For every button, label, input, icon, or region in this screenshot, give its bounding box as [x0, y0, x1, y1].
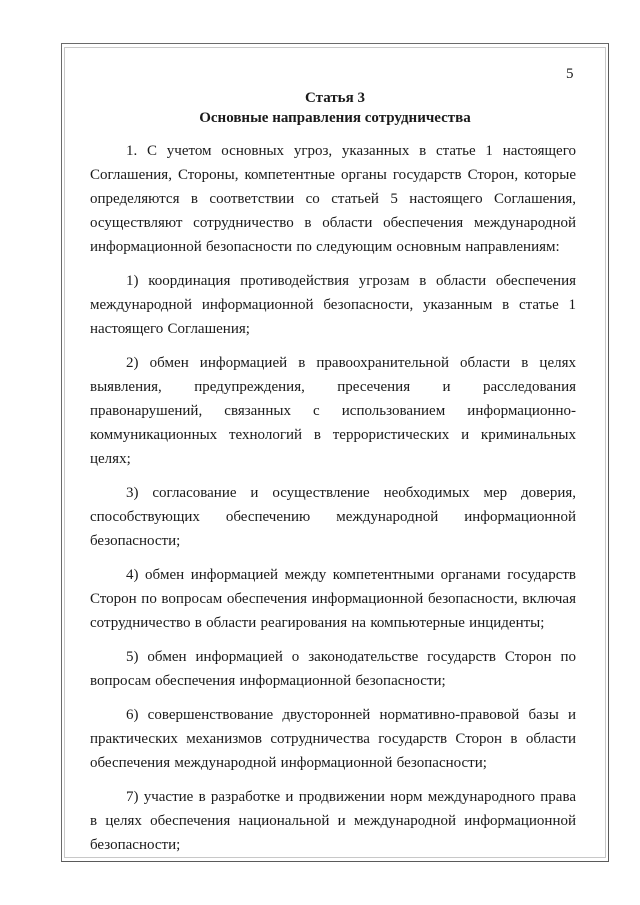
paragraph-item-7: 7) участие в разработке и продвижении норм международного права в целях обеспечения национальной и международной информационной безопасности;	[90, 789, 576, 853]
paragraph-item-5: 5) обмен информацией о законодательстве государств Сторон по вопросам обеспечения информационной безопасности;	[90, 649, 576, 689]
paragraph-item-1: 1) координация противодействия угрозам в области обеспечения международной информационной безопасности, указанным в статье 1 настоящего Соглашения;	[90, 273, 576, 337]
page-number: 5	[566, 66, 574, 82]
article-title: Основные направления сотрудничества	[199, 110, 471, 126]
paragraph-item-3: 3) согласование и осуществление необходимых мер доверия, способствующих обеспечению международной информационной безопасности;	[90, 485, 576, 549]
article-number: Статья 3	[305, 90, 365, 106]
paragraph-item-6: 6) совершенствование двусторонней нормативно-правовой базы и практических механизмов сотрудничества государств Сторон в области обеспечения международной информационной безопасности;	[90, 707, 576, 771]
paragraph-item-2: 2) обмен информацией в правоохранительной области в целях выявления, предупреждения, пресечения и расследования правонарушений, связанных с использованием информационно-коммуникационных технологий в террористических и криминальных целях;	[90, 355, 576, 467]
paragraph-1: 1. С учетом основных угроз, указанных в статье 1 настоящего Соглашения, Стороны, компетентные органы государств Сторон, которые определяются в соответствии со статьей 5 настоящего Соглашения, осуществляют сотрудничество в области обеспечения международной информационной безопасности по следующим основным направлениям:	[90, 143, 576, 255]
article-body	[90, 139, 576, 867]
paragraph-item-4: 4) обмен информацией между компетентными органами государств Сторон по вопросам обеспечения информационной безопасности, включая сотрудничество в области реагирования на компьютерные инциденты;	[90, 567, 576, 631]
